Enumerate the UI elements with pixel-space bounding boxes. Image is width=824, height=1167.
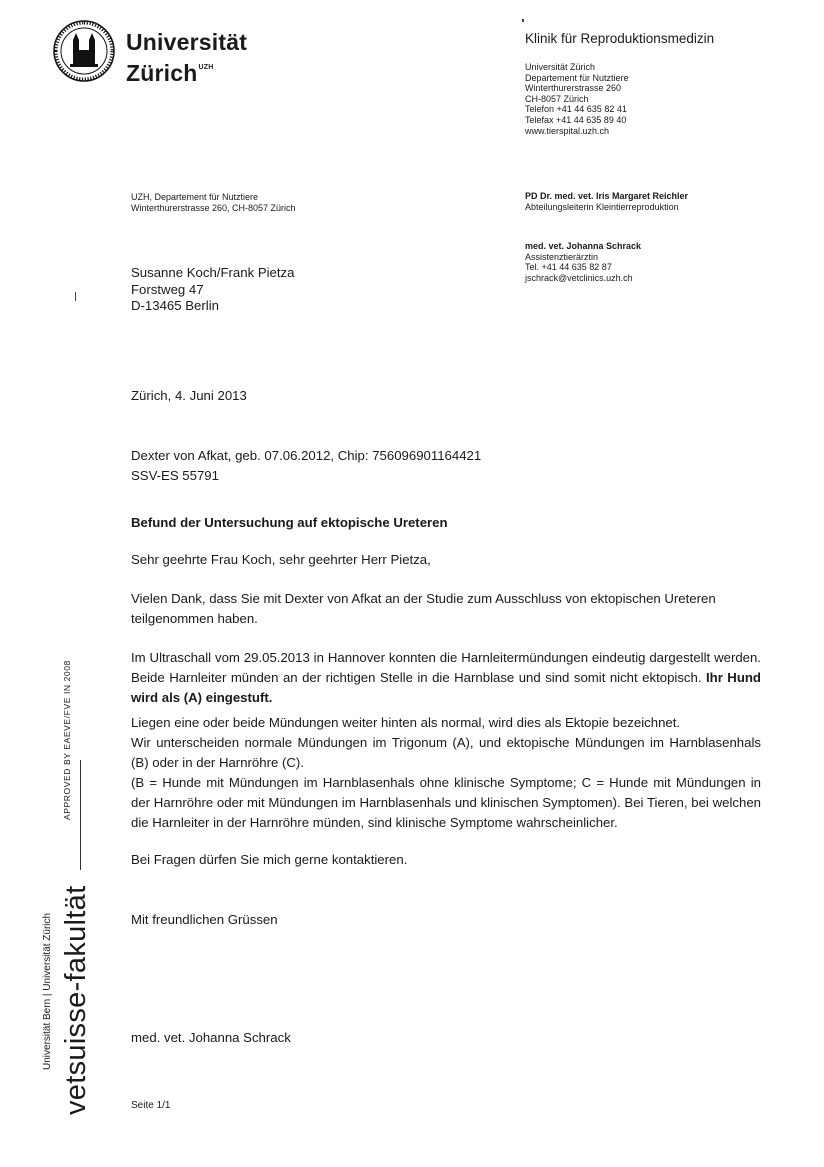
paragraph-explanation bbox=[131, 713, 761, 833]
recipient-name: Susanne Koch/Frank Pietza bbox=[131, 265, 295, 280]
vetsuisse-faculty-logo: vetsuisse-fakultät bbox=[60, 885, 92, 1115]
subject-ssv: SSV-ES 55791 bbox=[131, 468, 219, 483]
signer-reichler bbox=[525, 191, 688, 212]
signer2-title: Assistenztierärztin bbox=[525, 251, 599, 262]
signer2-tel: Tel. +41 44 635 82 87 bbox=[525, 262, 612, 273]
address-line: Winterthurerstrasse 260 bbox=[525, 83, 622, 94]
paragraph-thanks: Vielen Dank, dass Sie mit Dexter von Afkat an der Studie zum Ausschluss von ektopischen Ureteren teilgenommen haben. bbox=[131, 591, 716, 626]
subject-dog: Dexter von Afkat, geb. 07.06.2012, Chip: 756096901164421 bbox=[131, 448, 482, 463]
scan-mark bbox=[75, 292, 76, 301]
address-line: CH-8057 Zürich bbox=[525, 93, 589, 104]
sender-line-2: Winterthurerstrasse 260, CH-8057 Zürich bbox=[131, 202, 296, 213]
clinic-name: Klinik für Reproduktionsmedizin bbox=[525, 31, 715, 46]
university-sup: UZH bbox=[198, 64, 214, 71]
findings-text: Im Ultraschall vom 29.05.2013 in Hannover konnten die Harnleitermündungen eindeutig dargestellt werden. Beide Harnleiter münden an der richtigen Stelle in die Harnblase und sind somit nicht ektopisch. bbox=[131, 650, 761, 685]
recipient-city: D-13465 Berlin bbox=[131, 298, 219, 313]
clinic-address bbox=[525, 62, 629, 136]
university-line2: Zürich bbox=[126, 60, 198, 86]
approved-label: APPROVED BY EAEVE/FVE IN 2008 bbox=[62, 660, 72, 820]
subject-block bbox=[131, 446, 481, 486]
university-line1: Universität bbox=[126, 29, 248, 55]
recipient-street: Forstweg 47 bbox=[131, 281, 204, 297]
address-website-link[interactable]: www.tierspital.uzh.ch bbox=[525, 125, 610, 136]
letter-heading: Befund der Untersuchung auf ektopische Ureteren bbox=[131, 515, 448, 530]
sender-return-address bbox=[131, 192, 296, 213]
university-seal-logo bbox=[53, 20, 115, 82]
signature-name: med. vet. Johanna Schrack bbox=[131, 1030, 291, 1045]
approved-divider bbox=[80, 760, 81, 870]
letter-date: Zürich, 4. Juni 2013 bbox=[131, 388, 247, 403]
signer2-email-link[interactable]: jschrack@vetclinics.uzh.ch bbox=[525, 272, 633, 283]
signer2-name: med. vet. Johanna Schrack bbox=[525, 241, 642, 251]
signer1-title: Abteilungsleiterin Kleintierreproduktion bbox=[525, 201, 679, 212]
recipient-address bbox=[131, 265, 294, 315]
address-fax: Telefax +41 44 635 89 40 bbox=[525, 114, 627, 125]
findings-result: Ihr Hund wird als (A) eingestuft. bbox=[131, 670, 761, 705]
closing: Mit freundlichen Grüssen bbox=[131, 912, 278, 927]
address-line: Departement für Nutztiere bbox=[525, 72, 629, 83]
signer-schrack bbox=[525, 241, 641, 283]
paragraph-questions: Bei Fragen dürfen Sie mich gerne kontaktieren. bbox=[131, 852, 408, 867]
greeting: Sehr geehrte Frau Koch, sehr geehrter Herr Pietza, bbox=[131, 552, 431, 567]
sender-line-1: UZH, Departement für Nutztiere bbox=[131, 192, 259, 202]
paragraph-findings bbox=[131, 648, 761, 708]
address-line: Universität Zürich bbox=[525, 62, 596, 72]
explanation-line-1: Liegen eine oder beide Mündungen weiter hinten als normal, wird dies als Ektopie bezeichnet. bbox=[131, 715, 681, 730]
explanation-line-2: Wir unterscheiden normale Mündungen im Trigonum (A), und ektopische Mündungen im Harnblasenhals (B) oder in der Harnröhre (C). bbox=[131, 735, 761, 770]
university-name bbox=[126, 30, 247, 86]
universities-label: Universität Bern | Universität Zürich bbox=[42, 912, 53, 1070]
page-number: Seite 1/1 bbox=[131, 1100, 171, 1111]
explanation-line-3: (B = Hunde mit Mündungen im Harnblasenhals ohne klinische Symptome; C = Hunde mit Mündungen in der Harnröhre oder mit Mündungen im Harnblasenhals und klinischen Symptomen). Bei Tieren, bei welchen die Harnleiter in der Harnröhre münden, sind klinische Symptome wahrscheinlicher. bbox=[131, 775, 761, 830]
signer1-name: PD Dr. med. vet. Iris Margaret Reichler bbox=[525, 191, 689, 201]
address-phone: Telefon +41 44 635 82 41 bbox=[525, 104, 627, 115]
scan-mark bbox=[522, 19, 524, 22]
